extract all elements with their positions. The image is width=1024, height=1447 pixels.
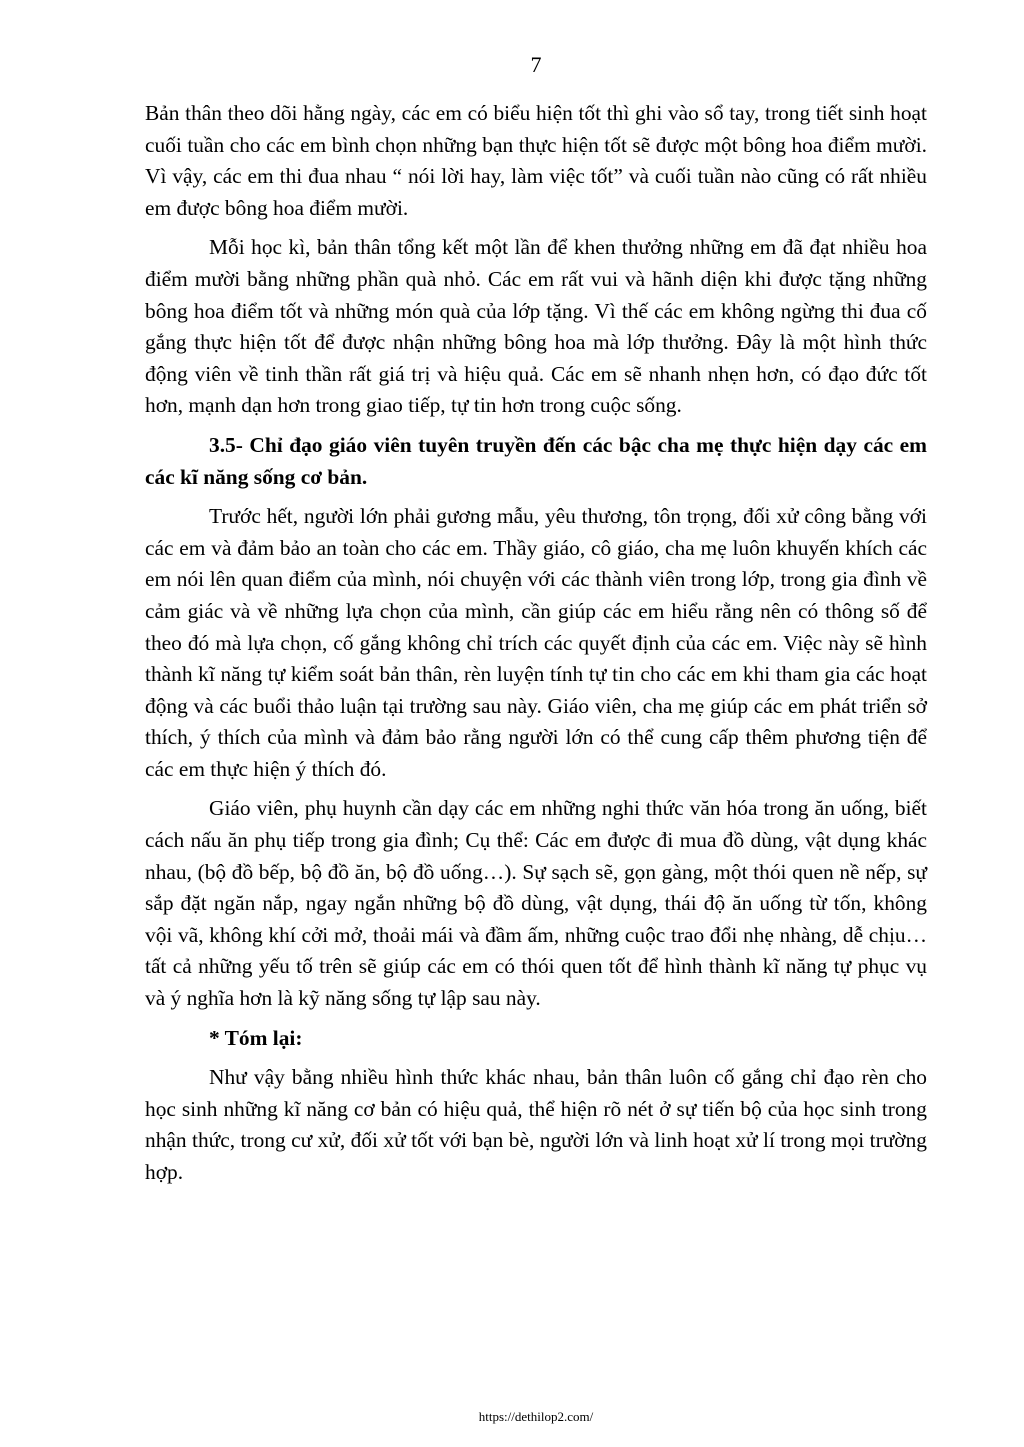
- paragraph-3: Trước hết, người lớn phải gương mẫu, yêu thương, tôn trọng, đối xử công bằng với các em và đảm bảo an toàn cho các em. Thầy giáo, cô giáo, cha mẹ luôn khuyến khích các em nói lên quan điểm của mình, nói chuyện với các thành viên trong lớp, trong gia đình về cảm giác và về những lựa chọn của mình, cần giúp các em hiểu rằng nên có thông số để theo đó mà lựa chọn, cố gắng không chỉ trích các quyết định của các em. Việc này sẽ hình thành kĩ năng tự kiểm soát bản thân, rèn luyện tính tự tin cho các em khi tham gia các hoạt động và các buổi thảo luận tại trường sau này. Giáo viên, cha mẹ giúp các em phát triển sở thích, ý thích của mình và đảm bảo rằng người lớn có thể cung cấp thêm phương tiện để các em thực hiện ý thích đó.: [145, 504, 927, 781]
- section-heading-3-5: 3.5- Chỉ đạo giáo viên tuyên truyền đến các bậc cha mẹ thực hiện dạy các em các kĩ năng sống cơ bản.: [145, 432, 927, 489]
- page-number: 7: [530, 52, 542, 77]
- paragraph-5: Như vậy bằng nhiều hình thức khác nhau, bản thân luôn cố gắng chỉ đạo rèn cho học sinh những kĩ năng cơ bản có hiệu quả, thể hiện rõ nét ở sự tiến bộ của học sinh trong nhận thức, trong cư xử, đối xử tốt với bạn bè, người lớn và linh hoạt xử lí trong mọi trường hợp.: [145, 1065, 927, 1184]
- document-body: [145, 98, 927, 1197]
- summary-heading: * Tóm lại:: [209, 1025, 303, 1050]
- paragraph-4: Giáo viên, phụ huynh cần dạy các em những nghi thức văn hóa trong ăn uống, biết cách nấu ăn phụ tiếp trong gia đình; Cụ thể: Các em được đi mua đồ dùng, vật dụng khác nhau, (bộ đồ bếp, bộ đồ ăn, bộ đồ uống…). Sự sạch sẽ, gọn gàng, một thói quen nề nếp, sự sắp đặt ngăn nắp, ngay ngắn những bộ đồ dùng, vật dụng, thái độ ăn uống từ tốn, không vội vã, không khí cởi mở, thoải mái và đầm ấm, những cuộc trao đổi nhẹ nhàng, dễ chịu… tất cả những yếu tố trên sẽ giúp các em có thói quen tốt để hình thành kĩ năng tự phục vụ và ý nghĩa hơn là kỹ năng sống tự lập sau này.: [145, 796, 927, 1011]
- footer-url[interactable]: https://dethilop2.com/: [478, 1409, 594, 1424]
- paragraph-1: Bản thân theo dõi hằng ngày, các em có biểu hiện tốt thì ghi vào sổ tay, trong tiết sinh hoạt cuối tuần cho các em bình chọn những bạn thực hiện tốt sẽ được một bông hoa điểm mười. Vì vậy, các em thi đua nhau “ nói lời hay, làm việc tốt” và cuối tuần nào cũng có rất nhiều em được bông hoa điểm mười.: [145, 101, 927, 220]
- paragraph-2: Mỗi học kì, bản thân tổng kết một lần để khen thưởng những em đã đạt nhiều hoa điểm mười bằng những phần quà nhỏ. Các em rất vui và hãnh diện khi được tặng những bông hoa điểm tốt và những món quà của lớp tặng. Vì thế các em không ngừng thi đua cố gắng thực hiện tốt để được nhận những bông hoa mà lớp thưởng. Đây là một hình thức động viên về tinh thần rất giá trị và hiệu quả. Các em sẽ nhanh nhẹn hơn, có đạo đức tốt hơn, mạnh dạn hơn trong giao tiếp, tự tin hơn trong cuộc sống.: [145, 235, 927, 418]
